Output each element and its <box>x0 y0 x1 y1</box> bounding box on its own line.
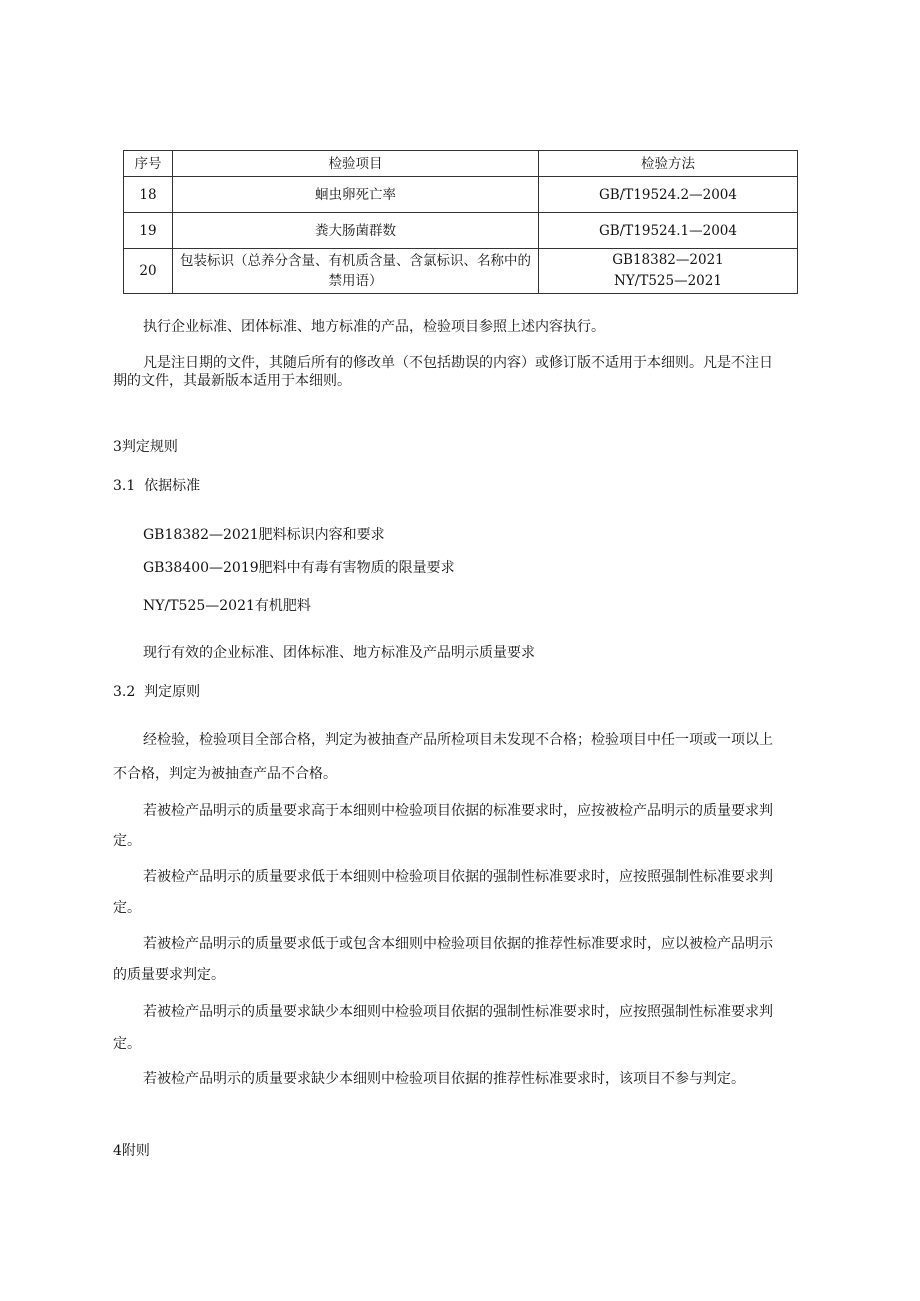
principle-line2: 的质量要求判定。 <box>113 967 225 983</box>
header-method: 检验方法 <box>539 151 798 177</box>
principle-line1: 若被检产品明示的质量要求低于本细则中检验项目依据的强制性标准要求时，应按照强制性标准要求判 <box>143 869 773 885</box>
row-item: 包装标识（总养分含量、有机质含量、含氯标识、名称中的禁用语） <box>173 249 539 294</box>
standard-item: NY/T525—2021有机肥料 <box>143 598 311 614</box>
method-line: GB18382—2021 <box>612 252 724 268</box>
principle-line2: 定。 <box>113 900 141 916</box>
section-4-heading: 4附则 <box>113 1143 150 1159</box>
principle-line1: 若被检产品明示的质量要求低于或包含本细则中检验项目依据的推荐性标准要求时，应以被检产品明示 <box>143 936 773 952</box>
inspection-table <box>123 150 798 294</box>
table-row <box>124 213 798 249</box>
method-line: NY/T525—2021 <box>614 273 722 289</box>
section-3-heading: 3判定规则 <box>113 439 178 455</box>
row-item: 蛔虫卵死亡率 <box>173 177 539 213</box>
row-no: 20 <box>124 249 173 294</box>
row-no: 18 <box>124 177 173 213</box>
paragraph-exec: 执行企业标准、团体标准、地方标准的产品，检验项目参照上述内容执行。 <box>143 319 605 335</box>
paragraph-dated-line1: 凡是注日期的文件，其随后所有的修改单（不包括勘误的内容）或修订版不适用于本细则。凡是不注日 <box>143 355 773 371</box>
section-3-1-heading: 3.1 依据标准 <box>113 478 201 494</box>
row-method <box>539 249 798 294</box>
paragraph-dated-line2: 期的文件，其最新版本适用于本细则。 <box>113 373 351 389</box>
row-no: 19 <box>124 213 173 249</box>
row-method: GB/T19524.1—2004 <box>539 213 798 249</box>
section-3-2-heading: 3.2 判定原则 <box>113 684 201 700</box>
standard-item: GB38400—2019肥料中有毒有害物质的限量要求 <box>143 560 455 576</box>
principle-line1: 若被检产品明示的质量要求高于本细则中检验项目依据的标准要求时，应按被检产品明示的质量要求判 <box>143 803 773 819</box>
row-item: 粪大肠菌群数 <box>173 213 539 249</box>
principle-line1: 若被检产品明示的质量要求缺少本细则中检验项目依据的强制性标准要求时，应按照强制性标准要求判 <box>143 1004 773 1020</box>
principle-line2: 不合格，判定为被抽查产品不合格。 <box>113 766 337 782</box>
standards-note: 现行有效的企业标准、团体标准、地方标准及产品明示质量要求 <box>143 645 535 661</box>
table-header-row <box>124 151 798 177</box>
header-no: 序号 <box>124 151 173 177</box>
table-row <box>124 177 798 213</box>
row-method: GB/T19524.2—2004 <box>539 177 798 213</box>
table-row <box>124 249 798 294</box>
principle-line2: 定。 <box>113 833 141 849</box>
principle-line2: 定。 <box>113 1036 141 1052</box>
header-item: 检验项目 <box>173 151 539 177</box>
principle-line1: 经检验，检验项目全部合格，判定为被抽查产品所检项目未发现不合格；检验项目中任一项或一项以上 <box>143 732 773 748</box>
standard-item: GB18382—2021肥料标识内容和要求 <box>143 527 385 543</box>
principle-line1: 若被检产品明示的质量要求缺少本细则中检验项目依据的推荐性标准要求时，该项目不参与判定。 <box>143 1071 745 1087</box>
